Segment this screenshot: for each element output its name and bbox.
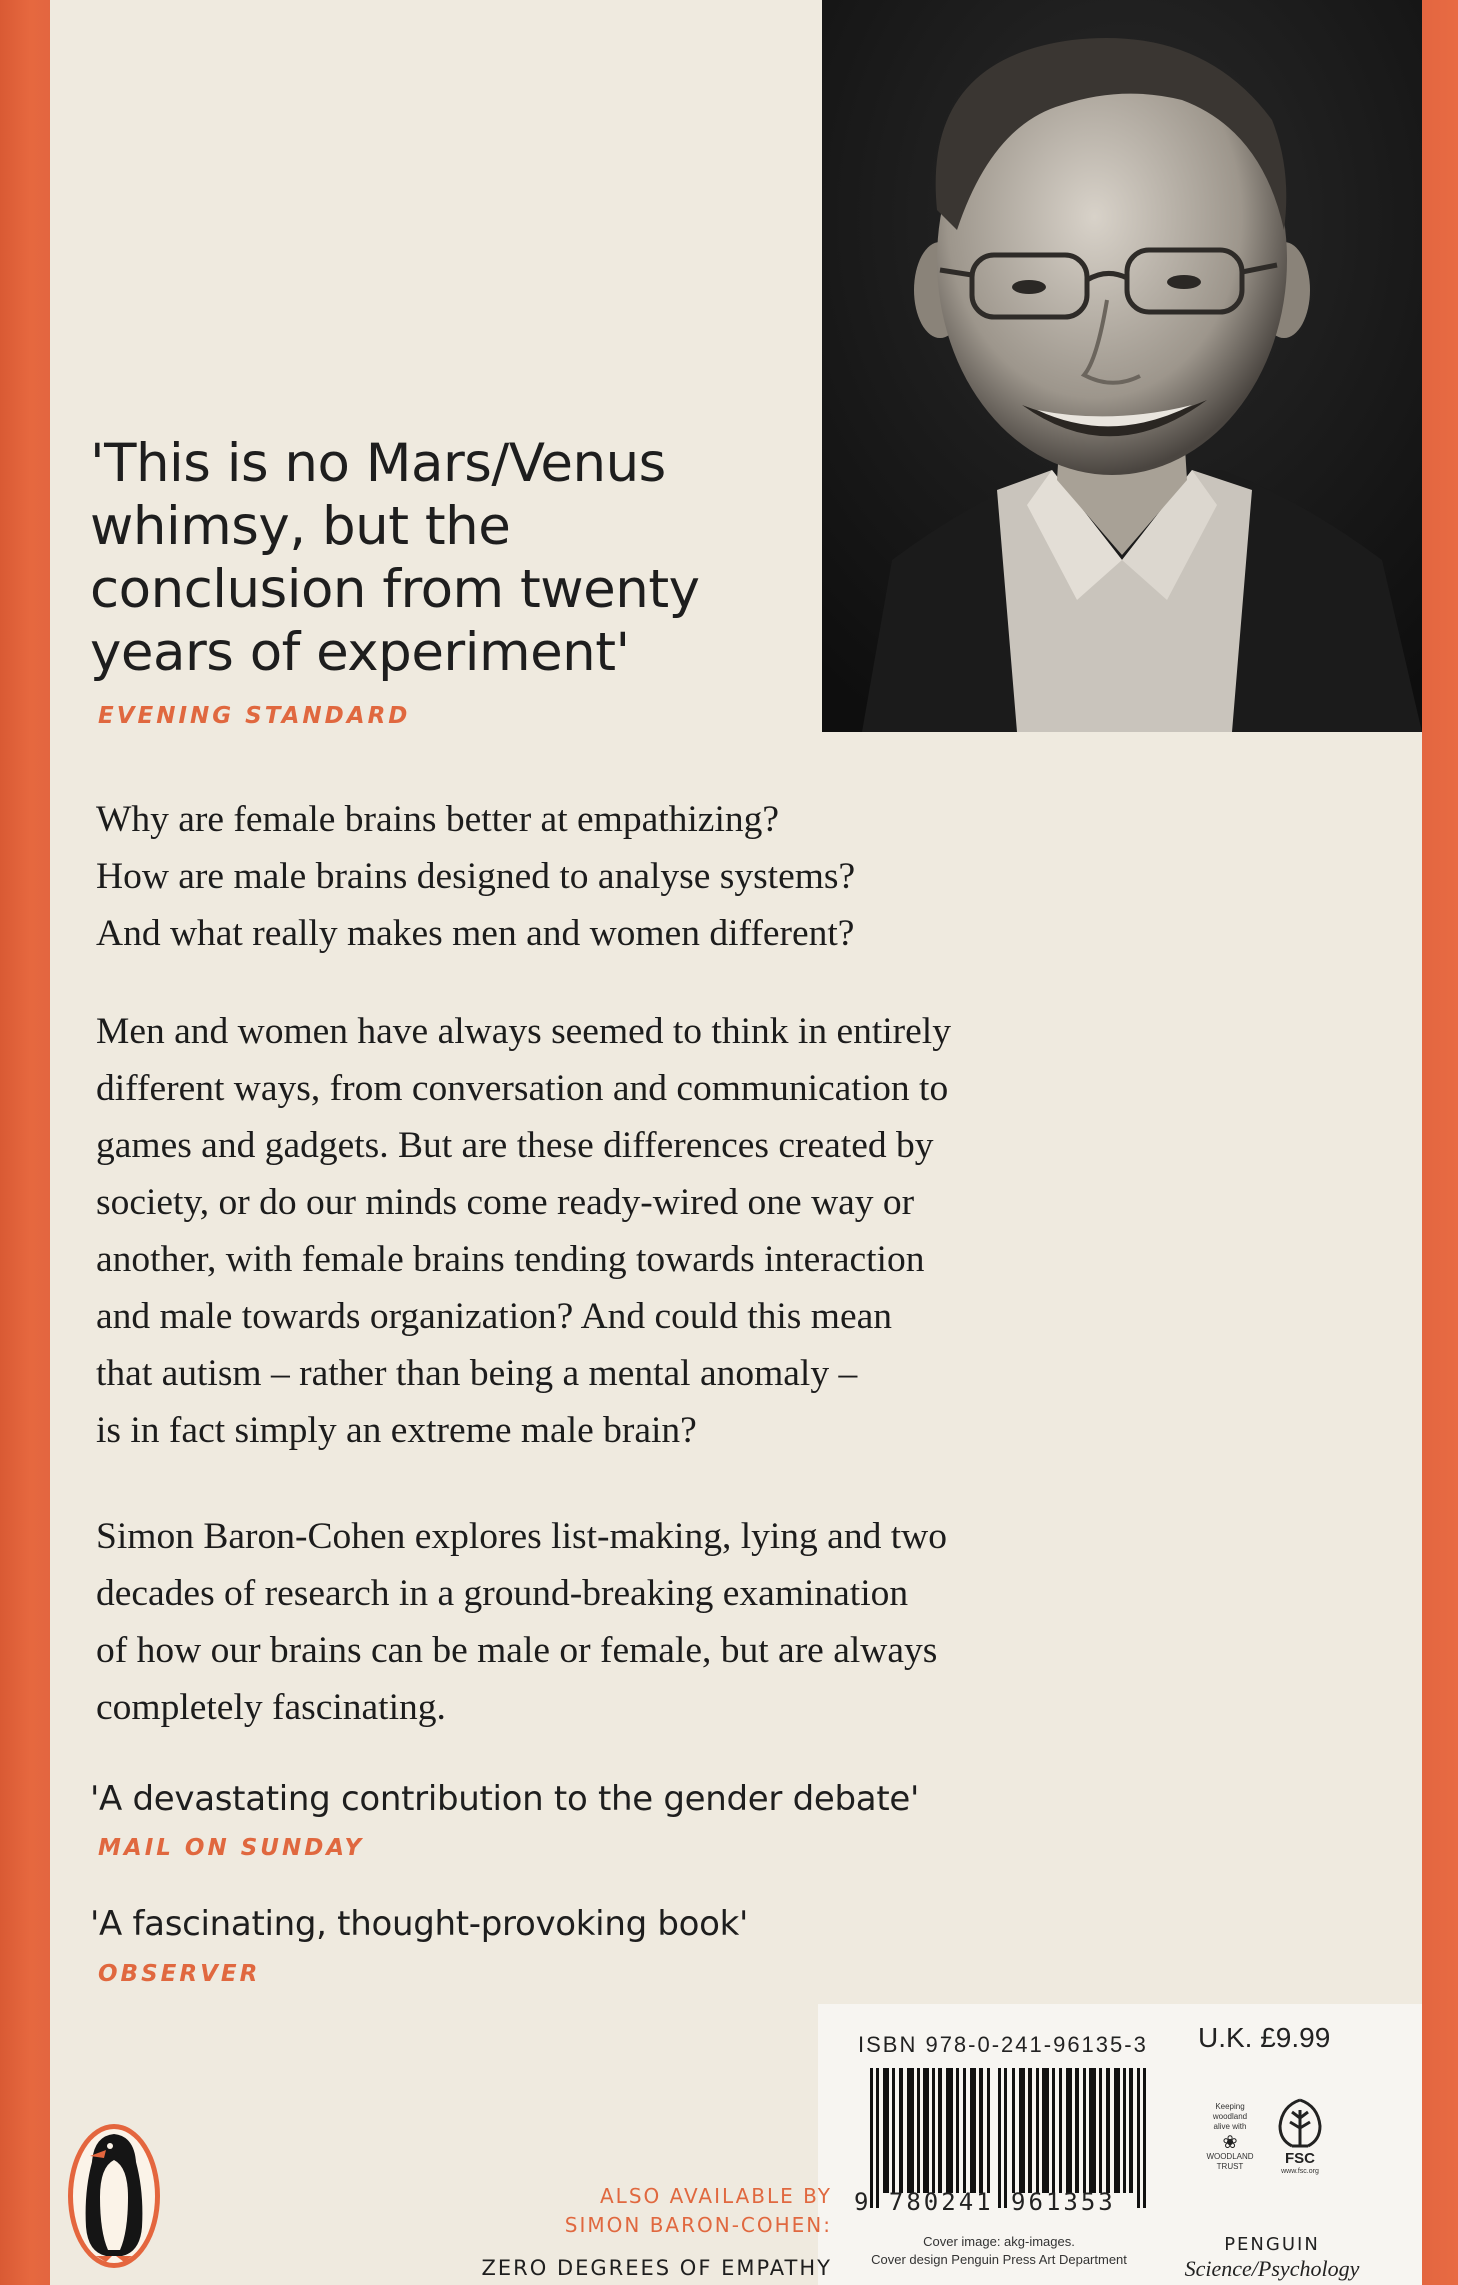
author-photo [822,0,1422,732]
spine-right [1422,0,1458,2285]
fsc-label: FSC [1285,2150,1315,2167]
author-portrait-icon [822,0,1422,732]
blurb-intro: Why are female brains better at empathizing? How are male brains designed to analyse systems? And what really makes men and women different? [96,799,856,954]
review-quote-1: 'A devastating contribution to the gender debate' [90,1779,920,1819]
isbn-number: ISBN 978-0-241-96135-3 [858,2032,1148,2057]
woodland-line-2: woodland [1212,2112,1248,2121]
main-review-quote: 'This is no Mars/Venus whimsy, but the conclusion from twenty years of experiment' [90,433,700,683]
publisher-name: PENGUIN [1224,2234,1320,2255]
woodland-line-1: Keeping [1215,2102,1245,2111]
price: U.K. £9.99 [1198,2022,1331,2053]
book-category: Science/Psychology [1184,2256,1360,2281]
main-review-source: EVENING STANDARD [98,703,411,729]
cover-credits [826,2233,1172,2269]
spine-left [0,0,50,2285]
credit-image: Cover image: akg-images. [923,2234,1075,2249]
barcode-digits: 9 780241 961353 [854,2188,1116,2216]
also-available [482,2182,832,2283]
review-source-2: OBSERVER [98,1961,261,1987]
also-available-label-2: SIMON BARON-COHEN: [564,2213,832,2237]
blurb-paragraph-2: Simon Baron-Cohen explores list-making, lying and two decades of research in a ground-breaking examination of how our brains can be male or female, but are always completely fascinating. [96,1516,947,1728]
also-available-title: ZERO DEGREES OF EMPATHY [481,2256,832,2280]
barcode-icon [870,2068,1146,2208]
blurb-paragraph-1: Men and women have always seemed to think in entirely different ways, from conversation and communication to games and gadgets. But are these differences created by society, or do our minds come ready-wired one way or another, with female brains tending towards interaction and male towards organization? And could this mean that autism – rather than being a mental anomaly – is in fact simply an extreme male brain? [96,1011,951,1451]
credit-design: Cover design Penguin Press Art Department [871,2252,1127,2267]
back-cover [50,0,1422,2285]
review-quote-2: 'A fascinating, thought-provoking book' [90,1904,749,1944]
woodland-line-5: TRUST [1216,2162,1244,2171]
fsc-url: www.fsc.org [1281,2168,1319,2175]
also-available-label-1: ALSO AVAILABLE BY [600,2184,832,2208]
penguin-logo-icon [66,2122,162,2270]
review-source-1: MAIL ON SUNDAY [98,1835,365,1861]
woodland-line-4: WOODLAND [1206,2152,1254,2161]
woodland-trust-badge [1202,2102,1258,2172]
woodland-tree-icon: ❀ [1222,2132,1238,2152]
woodland-line-3: alive with [1213,2122,1247,2131]
